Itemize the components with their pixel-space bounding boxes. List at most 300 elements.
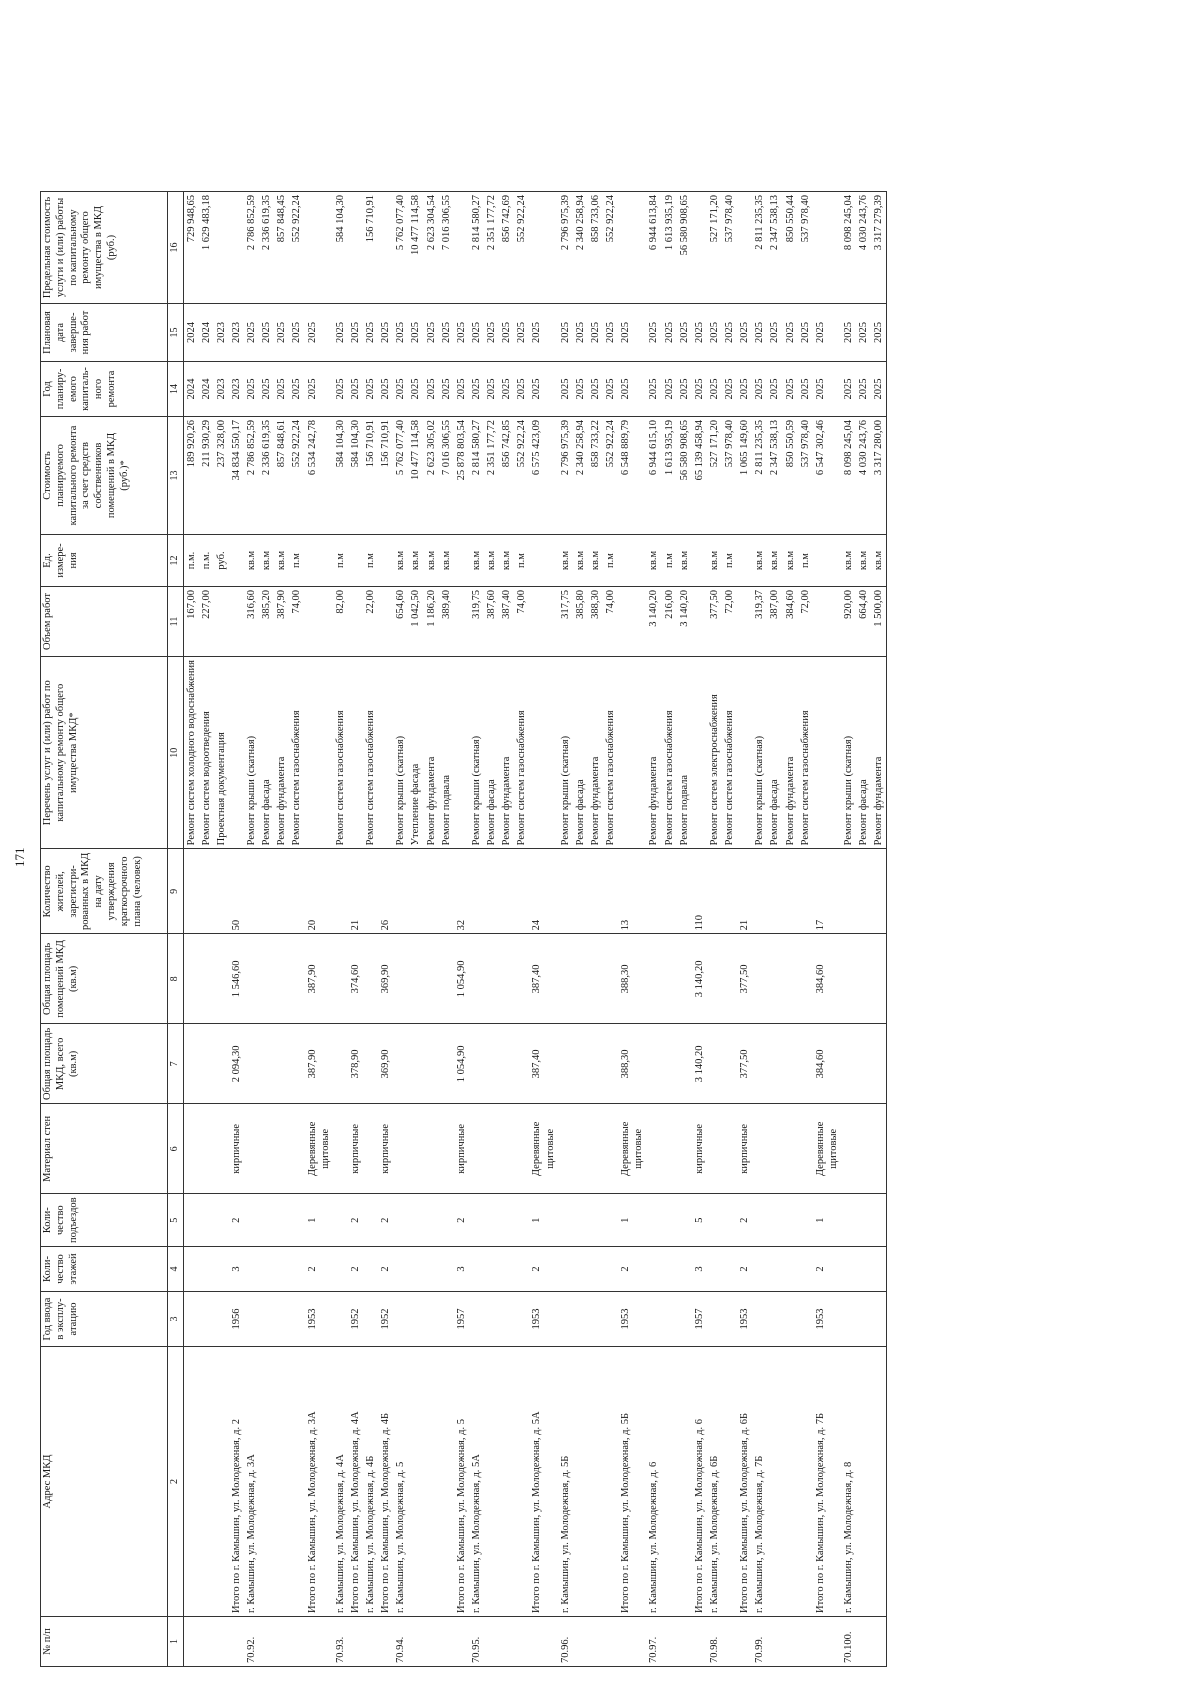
- address-cell: г. Камышин, ул. Молодежная, д. 4Б: [363, 1347, 378, 1617]
- max-cost-cell: 1 613 935,19: [662, 191, 677, 303]
- unit-cell: кв.м: [752, 534, 767, 586]
- wall-material-cell: [856, 1104, 871, 1194]
- total-area-cell: 2 094,30: [229, 1024, 244, 1104]
- work-volume-cell: 3 140,20: [677, 586, 692, 656]
- repair-year-cell: 2025: [798, 361, 813, 416]
- wall-material-cell: [841, 1104, 856, 1194]
- unit-cell: кв.м: [439, 534, 454, 586]
- column-header: Год планиру-емого капиталь-ного ремонта: [41, 361, 168, 416]
- year-cell: [469, 1292, 484, 1347]
- premises-area-cell: [214, 934, 229, 1024]
- year-cell: [393, 1292, 408, 1347]
- total-area-cell: 388,30: [618, 1024, 646, 1104]
- entrances-cell: 1: [529, 1194, 557, 1247]
- table-row: [692, 191, 707, 1666]
- premises-area-cell: 388,30: [618, 934, 646, 1024]
- floors-cell: [183, 1247, 199, 1292]
- floors-cell: [841, 1247, 856, 1292]
- unit-cell: п.м: [603, 534, 618, 586]
- premises-area-cell: 374,60: [348, 934, 363, 1024]
- column-header: Общая площадь МКД, всего (кв.м): [41, 1024, 168, 1104]
- year-cell: [558, 1292, 573, 1347]
- wall-material-cell: [767, 1104, 782, 1194]
- wall-material-cell: [707, 1104, 722, 1194]
- row-number: 70.93.: [333, 1617, 348, 1667]
- work-type-cell: Ремонт крыши (скатная): [393, 656, 408, 848]
- unit-cell: п.м.: [183, 534, 199, 586]
- address-cell: [722, 1347, 737, 1617]
- completion-date-cell: 2025: [646, 303, 661, 361]
- repair-year-cell: 2025: [274, 361, 289, 416]
- completion-date-cell: 2025: [692, 303, 707, 361]
- floors-cell: [393, 1247, 408, 1292]
- entrances-cell: [333, 1194, 348, 1247]
- address-cell: Итого по г. Камышин, ул. Молодежная, д. 4А: [348, 1347, 363, 1617]
- floors-cell: 2: [737, 1247, 752, 1292]
- residents-cell: [871, 849, 887, 934]
- row-number: 70.96.: [558, 1617, 573, 1667]
- unit-cell: [229, 534, 244, 586]
- unit-cell: [813, 534, 841, 586]
- repair-year-cell: 2025: [454, 361, 469, 416]
- cost-cell: 3 317 280,00: [871, 416, 887, 534]
- unit-cell: кв.м: [259, 534, 274, 586]
- work-type-cell: Утепление фасада: [408, 656, 423, 848]
- column-header: Материал стен: [41, 1104, 168, 1194]
- floors-cell: [214, 1247, 229, 1292]
- row-number: [183, 1617, 199, 1667]
- unit-cell: кв.м: [408, 534, 423, 586]
- row-number: 70.95.: [469, 1617, 484, 1667]
- floors-cell: 2: [378, 1247, 393, 1292]
- unit-cell: кв.м: [573, 534, 588, 586]
- completion-date-cell: 2025: [618, 303, 646, 361]
- premises-area-cell: [588, 934, 603, 1024]
- residents-cell: 13: [618, 849, 646, 934]
- total-area-cell: [588, 1024, 603, 1104]
- row-number: [871, 1617, 887, 1667]
- floors-cell: [871, 1247, 887, 1292]
- wall-material-cell: [363, 1104, 378, 1194]
- work-volume-cell: 387,60: [484, 586, 499, 656]
- work-volume-cell: [737, 586, 752, 656]
- total-area-cell: 377,50: [737, 1024, 752, 1104]
- row-number: [692, 1617, 707, 1667]
- floors-cell: [662, 1247, 677, 1292]
- total-area-cell: 387,90: [305, 1024, 333, 1104]
- floors-cell: 3: [454, 1247, 469, 1292]
- total-area-cell: [722, 1024, 737, 1104]
- residents-cell: [259, 849, 274, 934]
- premises-area-cell: [841, 934, 856, 1024]
- unit-cell: п.м: [798, 534, 813, 586]
- completion-date-cell: 2025: [305, 303, 333, 361]
- capital-repair-table: [40, 191, 887, 1667]
- work-volume-cell: [454, 586, 469, 656]
- work-volume-cell: [618, 586, 646, 656]
- year-cell: [722, 1292, 737, 1347]
- column-header: Коли-чество этажей: [41, 1247, 168, 1292]
- total-area-cell: [767, 1024, 782, 1104]
- residents-cell: [722, 849, 737, 934]
- completion-date-cell: 2025: [871, 303, 887, 361]
- unit-cell: п.м: [333, 534, 348, 586]
- premises-area-cell: 1 054,90: [454, 934, 469, 1024]
- address-cell: [588, 1347, 603, 1617]
- floors-cell: [798, 1247, 813, 1292]
- total-area-cell: [363, 1024, 378, 1104]
- table-row: [618, 191, 646, 1666]
- work-type-cell: [737, 656, 752, 848]
- entrances-cell: 5: [692, 1194, 707, 1247]
- max-cost-cell: 729 948,65: [183, 191, 199, 303]
- completion-date-cell: 2025: [752, 303, 767, 361]
- floors-cell: [767, 1247, 782, 1292]
- floors-cell: [499, 1247, 514, 1292]
- year-cell: [798, 1292, 813, 1347]
- total-area-cell: [274, 1024, 289, 1104]
- year-cell: [439, 1292, 454, 1347]
- total-area-cell: [289, 1024, 304, 1104]
- address-cell: [856, 1347, 871, 1617]
- entrances-cell: [798, 1194, 813, 1247]
- cost-cell: 2 814 580,27: [469, 416, 484, 534]
- floors-cell: [408, 1247, 423, 1292]
- completion-date-cell: 2025: [439, 303, 454, 361]
- unit-cell: п.м: [662, 534, 677, 586]
- column-number: 6: [168, 1104, 184, 1194]
- cost-cell: 8 098 245,04: [841, 416, 856, 534]
- premises-area-cell: [274, 934, 289, 1024]
- residents-cell: 24: [529, 849, 557, 934]
- completion-date-cell: 2025: [333, 303, 348, 361]
- floors-cell: 2: [305, 1247, 333, 1292]
- repair-year-cell: 2025: [378, 361, 393, 416]
- wall-material-cell: кирпичные: [348, 1104, 363, 1194]
- work-type-cell: [692, 656, 707, 848]
- max-cost-cell: 537 978,40: [722, 191, 737, 303]
- table-row: [767, 191, 782, 1666]
- repair-year-cell: 2025: [408, 361, 423, 416]
- header-row: [41, 191, 168, 1666]
- wall-material-cell: [424, 1104, 439, 1194]
- residents-cell: 26: [378, 849, 393, 934]
- work-volume-cell: [348, 586, 363, 656]
- work-volume-cell: 664,40: [856, 586, 871, 656]
- year-cell: [603, 1292, 618, 1347]
- completion-date-cell: 2023: [214, 303, 229, 361]
- wall-material-cell: [408, 1104, 423, 1194]
- residents-cell: [662, 849, 677, 934]
- repair-year-cell: 2025: [514, 361, 529, 416]
- work-volume-cell: 317,75: [558, 586, 573, 656]
- column-number: 13: [168, 416, 184, 534]
- column-number: 14: [168, 361, 184, 416]
- year-cell: [424, 1292, 439, 1347]
- row-number: [813, 1617, 841, 1667]
- work-type-cell: Ремонт фундамента: [871, 656, 887, 848]
- year-cell: [183, 1292, 199, 1347]
- cost-cell: 56 580 908,65: [677, 416, 692, 534]
- premises-area-cell: [244, 934, 259, 1024]
- work-type-cell: Ремонт фасада: [573, 656, 588, 848]
- entrances-cell: [274, 1194, 289, 1247]
- column-header: Предельная стоимость услуги и (или) работы по капитальному ремонту общего имущества в МКД (руб.): [41, 191, 168, 303]
- repair-year-cell: 2025: [484, 361, 499, 416]
- floors-cell: [603, 1247, 618, 1292]
- work-type-cell: [618, 656, 646, 848]
- unit-cell: п.м: [722, 534, 737, 586]
- wall-material-cell: [646, 1104, 661, 1194]
- premises-area-cell: [798, 934, 813, 1024]
- wall-material-cell: [259, 1104, 274, 1194]
- work-type-cell: Ремонт систем электроснабжения: [707, 656, 722, 848]
- work-type-cell: Ремонт фундамента: [274, 656, 289, 848]
- row-number: [274, 1617, 289, 1667]
- premises-area-cell: [484, 934, 499, 1024]
- address-cell: [783, 1347, 798, 1617]
- unit-cell: кв.м: [646, 534, 661, 586]
- work-volume-cell: 74,00: [514, 586, 529, 656]
- table-row: [662, 191, 677, 1666]
- wall-material-cell: [333, 1104, 348, 1194]
- floors-cell: [722, 1247, 737, 1292]
- wall-material-cell: [514, 1104, 529, 1194]
- repair-year-cell: 2024: [183, 361, 199, 416]
- address-cell: [484, 1347, 499, 1617]
- work-type-cell: Ремонт крыши (скатная): [469, 656, 484, 848]
- work-volume-cell: 227,00: [199, 586, 214, 656]
- completion-date-cell: 2025: [856, 303, 871, 361]
- total-area-cell: [783, 1024, 798, 1104]
- premises-area-cell: [439, 934, 454, 1024]
- total-area-cell: [199, 1024, 214, 1104]
- repair-year-cell: 2025: [752, 361, 767, 416]
- floors-cell: [244, 1247, 259, 1292]
- work-volume-cell: 1 500,00: [871, 586, 887, 656]
- premises-area-cell: [469, 934, 484, 1024]
- wall-material-cell: [783, 1104, 798, 1194]
- max-cost-cell: 1 629 483,18: [199, 191, 214, 303]
- row-number: [798, 1617, 813, 1667]
- floors-cell: 2: [529, 1247, 557, 1292]
- premises-area-cell: [871, 934, 887, 1024]
- wall-material-cell: [289, 1104, 304, 1194]
- premises-area-cell: 377,50: [737, 934, 752, 1024]
- unit-cell: [305, 534, 333, 586]
- completion-date-cell: 2025: [363, 303, 378, 361]
- total-area-cell: [408, 1024, 423, 1104]
- work-type-cell: Ремонт крыши (скатная): [244, 656, 259, 848]
- unit-cell: кв.м: [767, 534, 782, 586]
- repair-year-cell: 2025: [692, 361, 707, 416]
- unit-cell: кв.м: [484, 534, 499, 586]
- repair-year-cell: 2025: [424, 361, 439, 416]
- unit-cell: руб.: [214, 534, 229, 586]
- max-cost-cell: [305, 191, 333, 303]
- repair-year-cell: 2025: [618, 361, 646, 416]
- work-volume-cell: 1 042,50: [408, 586, 423, 656]
- premises-area-cell: [289, 934, 304, 1024]
- table-row: [783, 191, 798, 1666]
- entrances-cell: 2: [348, 1194, 363, 1247]
- residents-cell: [767, 849, 782, 934]
- cost-cell: 156 710,91: [363, 416, 378, 534]
- premises-area-cell: 3 140,20: [692, 934, 707, 1024]
- entrances-cell: [707, 1194, 722, 1247]
- premises-area-cell: [424, 934, 439, 1024]
- premises-area-cell: [677, 934, 692, 1024]
- table-row: [214, 191, 229, 1666]
- unit-cell: кв.м: [871, 534, 887, 586]
- completion-date-cell: 2025: [677, 303, 692, 361]
- wall-material-cell: [469, 1104, 484, 1194]
- residents-cell: 110: [692, 849, 707, 934]
- max-cost-cell: 3 317 279,39: [871, 191, 887, 303]
- unit-cell: п.м.: [199, 534, 214, 586]
- address-cell: г. Камышин, ул. Молодежная, д. 6Б: [707, 1347, 722, 1617]
- unit-cell: кв.м: [424, 534, 439, 586]
- row-number: 70.97.: [646, 1617, 661, 1667]
- premises-area-cell: [514, 934, 529, 1024]
- entrances-cell: [499, 1194, 514, 1247]
- floors-cell: [677, 1247, 692, 1292]
- completion-date-cell: 2025: [289, 303, 304, 361]
- floors-cell: 3: [229, 1247, 244, 1292]
- column-number: 8: [168, 934, 184, 1024]
- row-number: [484, 1617, 499, 1667]
- wall-material-cell: [662, 1104, 677, 1194]
- repair-year-cell: 2025: [469, 361, 484, 416]
- column-header: Адрес МКД: [41, 1347, 168, 1617]
- table-row: [813, 191, 841, 1666]
- max-cost-cell: 2 351 177,72: [484, 191, 499, 303]
- repair-year-cell: 2025: [363, 361, 378, 416]
- repair-year-cell: 2023: [214, 361, 229, 416]
- unit-cell: [348, 534, 363, 586]
- floors-cell: [333, 1247, 348, 1292]
- max-cost-cell: 527 171,20: [707, 191, 722, 303]
- premises-area-cell: [333, 934, 348, 1024]
- completion-date-cell: 2025: [841, 303, 856, 361]
- total-area-cell: 384,60: [813, 1024, 841, 1104]
- cost-cell: 5 762 077,40: [393, 416, 408, 534]
- repair-year-cell: 2025: [529, 361, 557, 416]
- wall-material-cell: [588, 1104, 603, 1194]
- address-cell: г. Камышин, ул. Молодежная, д. 5А: [469, 1347, 484, 1617]
- address-cell: [871, 1347, 887, 1617]
- table-row: [393, 191, 408, 1666]
- cost-cell: 237 328,00: [214, 416, 229, 534]
- premises-area-cell: [499, 934, 514, 1024]
- cost-cell: 537 978,40: [722, 416, 737, 534]
- cost-cell: 4 030 243,76: [856, 416, 871, 534]
- residents-cell: [588, 849, 603, 934]
- residents-cell: [558, 849, 573, 934]
- residents-cell: [424, 849, 439, 934]
- address-cell: [662, 1347, 677, 1617]
- column-number: 15: [168, 303, 184, 361]
- work-type-cell: Ремонт систем холодного водоснабжения: [183, 656, 199, 848]
- max-cost-cell: 2 814 580,27: [469, 191, 484, 303]
- entrances-cell: [573, 1194, 588, 1247]
- residents-cell: [573, 849, 588, 934]
- completion-date-cell: 2025: [662, 303, 677, 361]
- completion-date-cell: 2025: [573, 303, 588, 361]
- premises-area-cell: [662, 934, 677, 1024]
- premises-area-cell: [259, 934, 274, 1024]
- total-area-cell: [603, 1024, 618, 1104]
- repair-year-cell: 2025: [244, 361, 259, 416]
- table-row: [289, 191, 304, 1666]
- row-number: [214, 1617, 229, 1667]
- repair-year-cell: 2025: [783, 361, 798, 416]
- cost-cell: 2 796 975,39: [558, 416, 573, 534]
- max-cost-cell: 2 336 619,35: [259, 191, 274, 303]
- address-cell: Итого по г. Камышин, ул. Молодежная, д. 6: [692, 1347, 707, 1617]
- entrances-cell: [484, 1194, 499, 1247]
- repair-year-cell: 2024: [199, 361, 214, 416]
- row-number: [289, 1617, 304, 1667]
- floors-cell: [199, 1247, 214, 1292]
- premises-area-cell: [183, 934, 199, 1024]
- max-cost-cell: [813, 191, 841, 303]
- floors-cell: [856, 1247, 871, 1292]
- year-cell: [214, 1292, 229, 1347]
- completion-date-cell: 2025: [737, 303, 752, 361]
- unit-cell: п.м: [363, 534, 378, 586]
- total-area-cell: [856, 1024, 871, 1104]
- completion-date-cell: 2025: [393, 303, 408, 361]
- completion-date-cell: 2025: [424, 303, 439, 361]
- floors-cell: [646, 1247, 661, 1292]
- address-cell: [767, 1347, 782, 1617]
- total-area-cell: [677, 1024, 692, 1104]
- repair-year-cell: 2025: [393, 361, 408, 416]
- table-row: [305, 191, 333, 1666]
- entrances-cell: [767, 1194, 782, 1247]
- work-type-cell: Ремонт фундамента: [783, 656, 798, 848]
- work-type-cell: [378, 656, 393, 848]
- cost-cell: 189 920,26: [183, 416, 199, 534]
- year-cell: [499, 1292, 514, 1347]
- year-cell: [871, 1292, 887, 1347]
- year-cell: 1952: [378, 1292, 393, 1347]
- max-cost-cell: 2 623 304,54: [424, 191, 439, 303]
- work-volume-cell: [305, 586, 333, 656]
- completion-date-cell: 2025: [588, 303, 603, 361]
- row-number: [199, 1617, 214, 1667]
- cost-cell: 6 548 889,79: [618, 416, 646, 534]
- work-type-cell: Ремонт фундамента: [646, 656, 661, 848]
- column-header: Общая площадь помещений МКД (кв.м): [41, 934, 168, 1024]
- table-row: [841, 191, 856, 1666]
- work-volume-cell: [378, 586, 393, 656]
- table-row: [514, 191, 529, 1666]
- entrances-cell: [244, 1194, 259, 1247]
- premises-area-cell: 387,40: [529, 934, 557, 1024]
- table-row: [439, 191, 454, 1666]
- max-cost-cell: 552 922,24: [603, 191, 618, 303]
- total-area-cell: [514, 1024, 529, 1104]
- work-type-cell: Ремонт крыши (скатная): [752, 656, 767, 848]
- entrances-cell: [603, 1194, 618, 1247]
- wall-material-cell: [484, 1104, 499, 1194]
- work-type-cell: [305, 656, 333, 848]
- total-area-cell: [333, 1024, 348, 1104]
- unit-cell: кв.м: [856, 534, 871, 586]
- year-cell: 1953: [737, 1292, 752, 1347]
